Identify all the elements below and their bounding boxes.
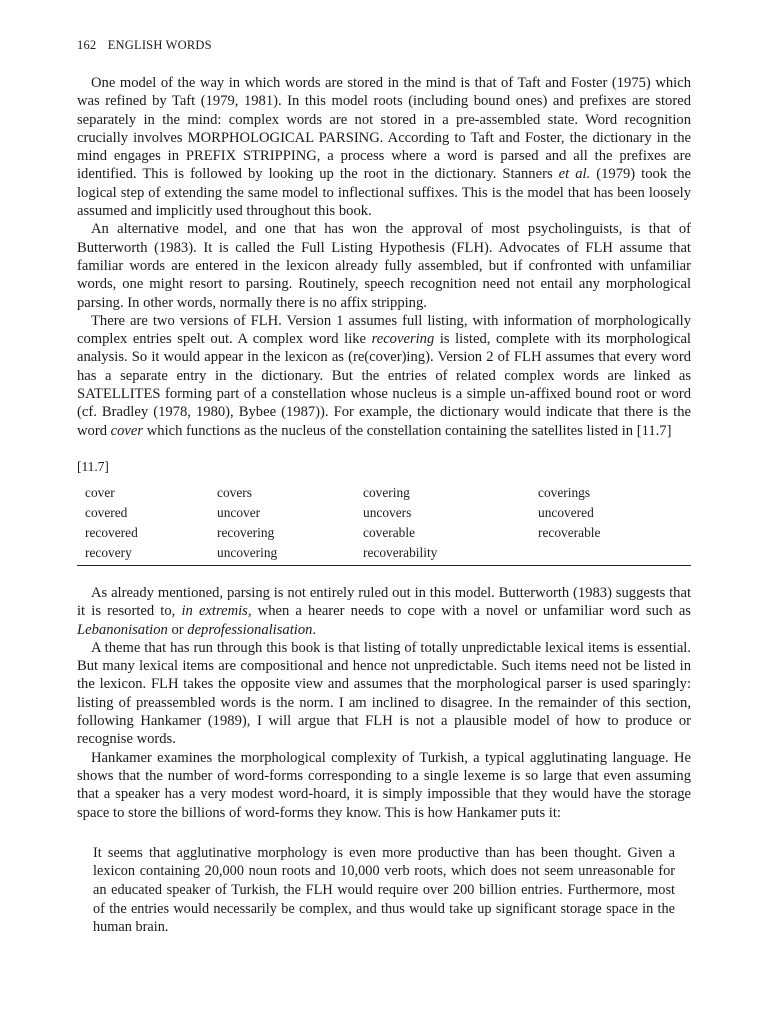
text-run: (1979) took the logical step of extending the same model to inflectional suffixes. This is the model that has been loosely assumed and implicitly used throughout this book. — [77, 166, 691, 220]
table-cell: covers — [217, 484, 252, 500]
table-cell: coverings — [538, 484, 591, 500]
table-cell: recoverability — [363, 544, 438, 560]
body-text — [77, 74, 691, 937]
italic-run: Lebanonisation — [77, 621, 168, 638]
example-word-table — [77, 485, 691, 566]
block-quote — [93, 844, 675, 937]
text-run: which functions as the nucleus of the constellation containing the satellites listed in [11.7] — [143, 422, 672, 439]
paragraph-flh-versions — [77, 312, 691, 440]
table-cell: uncovering — [217, 544, 278, 560]
table-cell: recovery — [85, 544, 132, 560]
italic-run: in extremis, — [181, 603, 252, 620]
italic-run: deprofessionalisation — [187, 621, 313, 638]
running-head — [77, 38, 212, 53]
text-run: is listed, complete with its morphological analysis. So it would appear in the lexicon as (re(cover)ing). Version 2 of FLH assumes that every word has a separate entry in the dictionary. But the entries of related complex words are linked as SATELLITES forming part of a constellation whose nucleus is a simple un-affixed bound root or word (cf. Bradley (1978, 1980), Bybee (1987)). For example, the dictionary would indicate that there is the word — [77, 331, 691, 439]
italic-run: cover — [110, 422, 144, 439]
text-run: There are two versions of FLH. Version 1 assumes full listing, with information of morphologically complex entries spelt out. A complex word like — [77, 312, 691, 348]
table-cell — [530, 545, 691, 566]
table-cell: recovering — [217, 524, 275, 540]
table-row — [77, 485, 691, 505]
example-label: [11.7] — [77, 458, 109, 474]
running-title: ENGLISH WORDS — [107, 38, 212, 52]
table-cell: uncovers — [363, 504, 412, 520]
italic-run: et al. — [558, 166, 591, 183]
paragraph-parsing — [77, 584, 691, 639]
quote-text: It seems that agglutinative morphology is even more productive than has been thought. Given a lexicon containing 20,000 noun roots and 10,000 verb roots, which does not seem unreasonable for an educated speaker of Turkish, the FLH would require over 200 billion entries. Furthermore, most of the entries would necessarily be complex, and thus would take up significant storage space in the human brain. — [93, 844, 675, 936]
table-cell: uncover — [217, 504, 261, 520]
text-run: As already mentioned, parsing is not entirely ruled out in this model. Butterworth (1983) suggests that it is resorted to, — [77, 584, 691, 620]
table-cell: covered — [85, 504, 128, 520]
table-cell: covering — [363, 484, 410, 500]
table-row — [77, 505, 691, 525]
paragraph-taft-foster — [77, 74, 691, 220]
text-run: One model of the way in which words are stored in the mind is that of Taft and Foster (1975) which was refined by Taft (1979, 1981). In this model roots (including bound ones) and prefixes are stored separately in the mind: complex words are not stored in a pre-assembled state. Word recognition crucially involves MORPHOLOGICAL PARSING. According to Taft and Foster, the dictionary in the mind engages in PREFIX STRIPPING, a process where a word is parsed and all the prefixes are identified. This is followed by looking up the root in the dictionary. Stanners — [77, 75, 691, 183]
page-number: 162 — [77, 38, 97, 52]
italic-run: recovering — [371, 331, 435, 348]
table-cell: recoverable — [538, 524, 601, 540]
table-row — [77, 545, 691, 566]
text-run: or — [167, 621, 188, 638]
table-row — [77, 525, 691, 545]
table-cell: recovered — [85, 524, 138, 540]
paragraph-hankamer: Hankamer examines the morphological complexity of Turkish, a typical agglutinating language. He shows that the number of word-forms corresponding to a single lexeme is so large that even assuming that a speaker has a very modest word-hoard, it is simply impossible that they would have the storage space to store the billions of word-forms they know. This is how Hankamer puts it: — [77, 749, 691, 821]
paragraph-flh: An alternative model, and one that has won the approval of most psycholinguists, is that of Butterworth (1983). It is called the Full Listing Hypothesis (FLH). Advocates of FLH assume that familiar words are entered in the lexicon already fully assembled, but if confronted with unfamiliar words, one might resort to parsing. Routinely, speech recognition need not entail any morphological parsing. In other words, normally there is no affix stripping. — [77, 221, 691, 311]
text-run: . — [312, 621, 317, 638]
table-cell: coverable — [363, 524, 416, 540]
table-cell: uncovered — [538, 504, 594, 520]
table-cell: cover — [85, 484, 115, 500]
paragraph-listing-theme: A theme that has run through this book is that listing of totally unpredictable lexical items is essential. But many lexical items are compositional and hence not unpredictable. Such items need not be listed in the lexicon. FLH takes the opposite view and assumes that the morphological parser is used sparingly: listing of preassembled words is the norm. I am inclined to disagree. In the remainder of this section, following Hankamer (1989), I will argue that FLH is not a plausible model of how to produce or recognise words. — [77, 639, 691, 748]
text-run: when a hearer needs to cope with a novel or unfamiliar word such as — [251, 603, 691, 620]
